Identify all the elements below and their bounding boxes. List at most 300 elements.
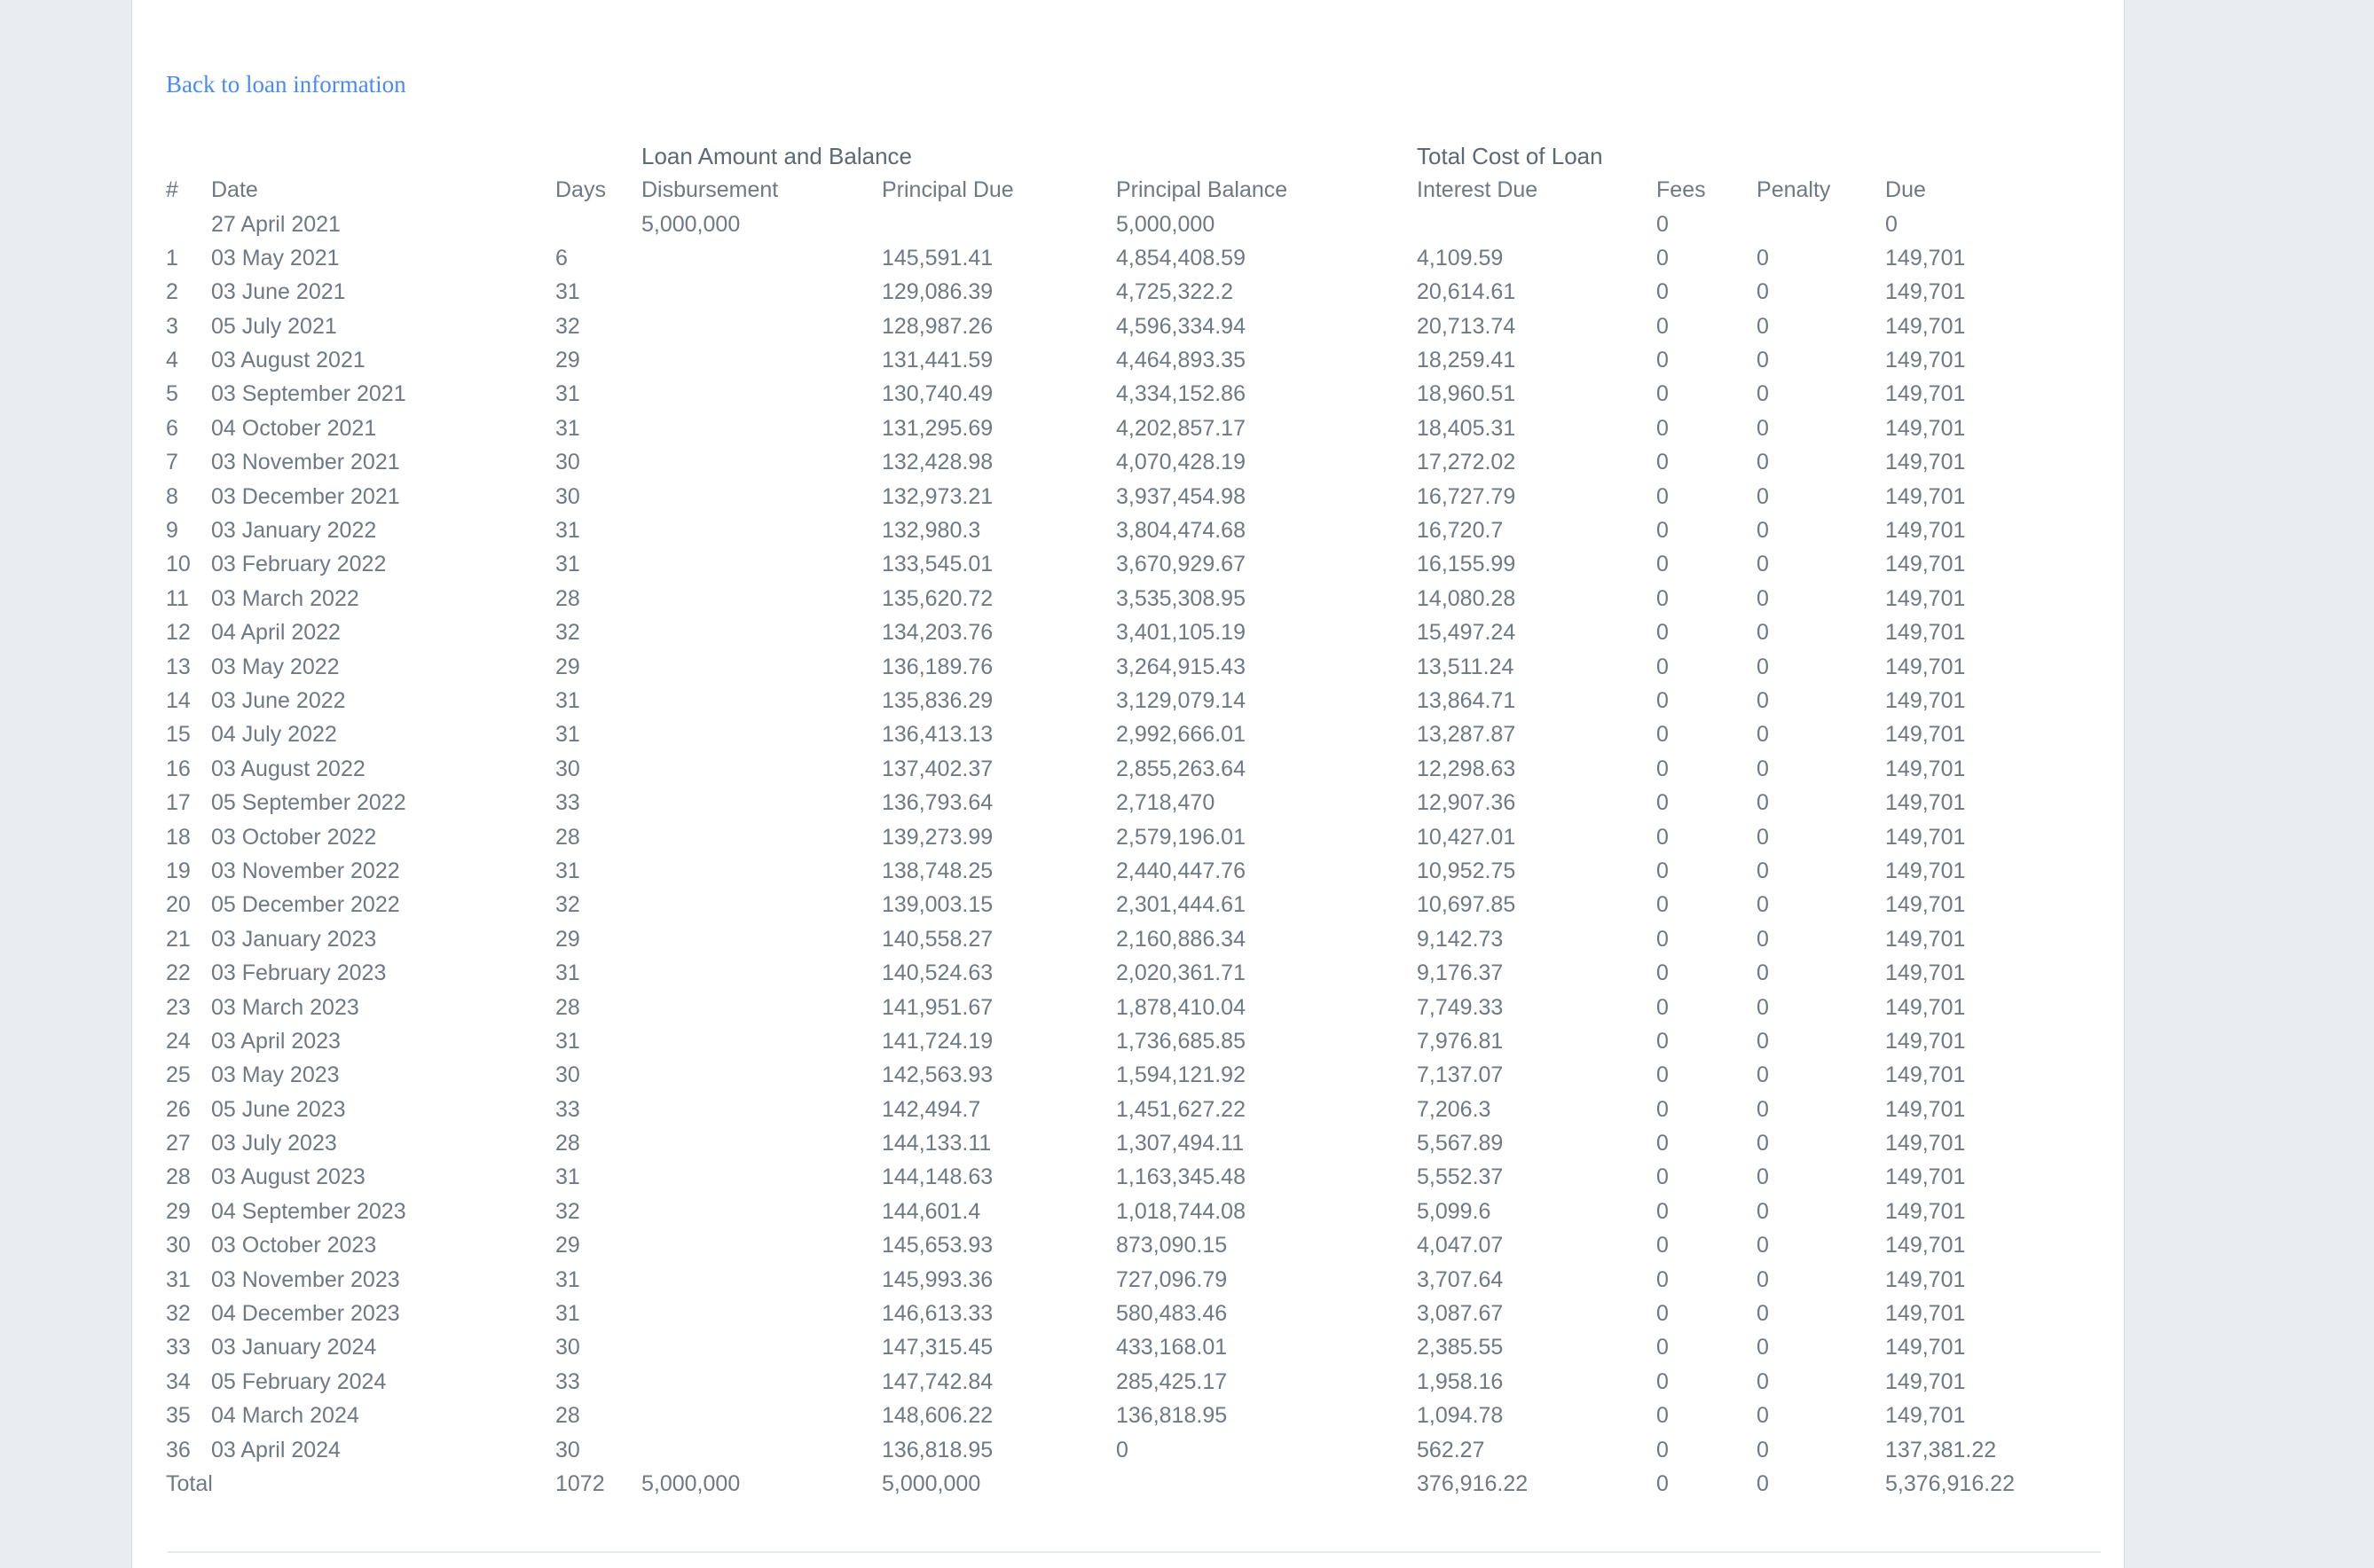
cell xyxy=(641,854,882,888)
column-header-due: Due xyxy=(1885,177,1926,203)
cell: 14 xyxy=(166,687,191,713)
cell: 4,596,334.94 xyxy=(1116,313,1246,339)
cell: 0 xyxy=(1656,450,1669,475)
cell: 149,701 xyxy=(1885,552,1966,577)
cell: 132,428.98 xyxy=(882,450,994,475)
cell: 33 xyxy=(555,1368,580,1394)
cell: 31 xyxy=(555,1164,580,1190)
cell: 28 xyxy=(555,824,580,850)
cell: 31 xyxy=(555,1301,580,1327)
schedule-row xyxy=(166,1433,2091,1467)
cell: 04 December 2023 xyxy=(211,1301,400,1327)
cell: 28 xyxy=(166,1164,191,1190)
cell: 16,155.99 xyxy=(1417,552,1516,577)
cell xyxy=(641,1365,882,1399)
cell: 28 xyxy=(555,994,580,1020)
cell: 149,701 xyxy=(1885,790,1966,816)
cell: 141,951.67 xyxy=(882,994,994,1020)
cell: 7,206.3 xyxy=(1417,1096,1491,1122)
cell: 31 xyxy=(555,518,580,544)
schedule-row xyxy=(166,548,2091,582)
cell: 29 xyxy=(166,1198,191,1224)
cell: 149,701 xyxy=(1885,1131,1966,1156)
cell: 4,109.59 xyxy=(1417,245,1504,270)
schedule-row xyxy=(166,1365,2091,1399)
schedule-row xyxy=(166,1126,2091,1160)
cell: 149,701 xyxy=(1885,756,1966,781)
cell: 149,701 xyxy=(1885,1028,1966,1054)
cell: 137,402.37 xyxy=(882,756,994,781)
cell: 0 xyxy=(1757,960,1769,986)
cell: 149,701 xyxy=(1885,450,1966,475)
cell: 2,579,196.01 xyxy=(1116,824,1246,850)
cell: 0 xyxy=(1656,790,1669,816)
cell: 135,620.72 xyxy=(882,585,994,611)
column-header-num: # xyxy=(166,177,178,203)
cell xyxy=(641,1195,882,1228)
cell xyxy=(555,208,641,241)
cell: 0 xyxy=(1656,211,1669,237)
schedule-row xyxy=(166,1297,2091,1330)
cell: 376,916.22 xyxy=(1417,1470,1529,1496)
column-header-fees: Fees xyxy=(1656,177,1706,203)
cell: 0 xyxy=(1656,279,1669,305)
cell: 03 June 2022 xyxy=(211,687,346,713)
cell: 0 xyxy=(1757,313,1769,339)
cell: 03 November 2023 xyxy=(211,1266,400,1292)
schedule-row xyxy=(166,1093,2091,1126)
cell: 17 xyxy=(166,790,191,816)
cell: 0 xyxy=(1757,245,1769,270)
cell xyxy=(641,1297,882,1330)
cell: 0 xyxy=(1757,1131,1769,1156)
cell: 1,307,494.11 xyxy=(1116,1131,1245,1156)
cell: 0 xyxy=(1757,620,1769,646)
cell: 12,298.63 xyxy=(1417,756,1516,781)
schedule-row xyxy=(166,276,2091,310)
cell: 04 October 2021 xyxy=(211,415,377,441)
cell: 1,878,410.04 xyxy=(1116,994,1246,1020)
cell: 16 xyxy=(166,756,191,781)
cell: 10,952.75 xyxy=(1417,858,1516,883)
cell: 5,000,000 xyxy=(641,211,741,237)
cell: 30 xyxy=(555,1062,580,1088)
schedule-row xyxy=(166,922,2091,956)
cell: 138,748.25 xyxy=(882,858,994,883)
schedule-row xyxy=(166,582,2091,615)
group-header-spacer xyxy=(166,139,641,173)
cell: 03 January 2023 xyxy=(211,926,377,952)
cell xyxy=(166,208,211,241)
schedule-row xyxy=(166,310,2091,343)
cell: 2,855,263.64 xyxy=(1116,756,1246,781)
cell: 4,047.07 xyxy=(1417,1233,1504,1258)
schedule-row xyxy=(166,1059,2091,1093)
amortization-table xyxy=(166,139,2091,1501)
cell: 144,148.63 xyxy=(882,1164,994,1190)
cell: 32 xyxy=(166,1301,191,1327)
cell: 0 xyxy=(1656,1403,1669,1429)
cell: 1,736,685.85 xyxy=(1116,1028,1246,1054)
cell: 1,958.16 xyxy=(1417,1368,1504,1394)
cell: 0 xyxy=(1656,1266,1669,1292)
cell: 0 xyxy=(1656,722,1669,748)
cell xyxy=(641,1263,882,1297)
cell: 5,567.89 xyxy=(1417,1131,1504,1156)
cell: 5,552.37 xyxy=(1417,1164,1504,1190)
cell: 149,701 xyxy=(1885,585,1966,611)
cell: 133,545.01 xyxy=(882,552,994,577)
cell: 20,713.74 xyxy=(1417,313,1516,339)
column-header-row xyxy=(166,173,2091,207)
cell: 0 xyxy=(1656,994,1669,1020)
cell: 5,000,000 xyxy=(882,1470,981,1496)
cell: 149,701 xyxy=(1885,381,1966,407)
cell: 04 September 2023 xyxy=(211,1198,406,1224)
cell: 31 xyxy=(555,722,580,748)
cell: 31 xyxy=(555,960,580,986)
cell: 1,018,744.08 xyxy=(1116,1198,1246,1224)
cell: 0 xyxy=(1757,824,1769,850)
cell xyxy=(641,650,882,684)
cell: 03 January 2022 xyxy=(211,518,377,544)
cell: 3,707.64 xyxy=(1417,1266,1504,1292)
schedule-row xyxy=(166,241,2091,275)
cell xyxy=(641,1093,882,1126)
cell: 145,993.36 xyxy=(882,1266,994,1292)
cell: 0 xyxy=(1757,552,1769,577)
cell: 132,980.3 xyxy=(882,518,981,544)
cell: 0 xyxy=(1757,687,1769,713)
cell xyxy=(641,1331,882,1365)
cell: 149,701 xyxy=(1885,687,1966,713)
cell: 130,740.49 xyxy=(882,381,994,407)
cell: 0 xyxy=(1656,1470,1669,1496)
cell xyxy=(641,956,882,990)
cell: 03 July 2023 xyxy=(211,1131,337,1156)
cell: 0 xyxy=(1656,926,1669,952)
cell xyxy=(641,480,882,514)
cell: 149,701 xyxy=(1885,313,1966,339)
cell: 149,701 xyxy=(1885,654,1966,679)
cell: Total xyxy=(166,1470,213,1496)
cell: 31 xyxy=(555,1266,580,1292)
cell: 580,483.46 xyxy=(1116,1301,1228,1327)
cell: 30 xyxy=(555,1335,580,1360)
cell: 10 xyxy=(166,552,191,577)
cell: 15 xyxy=(166,722,191,748)
cell: 15,497.24 xyxy=(1417,620,1516,646)
cell: 31 xyxy=(555,552,580,577)
cell: 149,701 xyxy=(1885,1096,1966,1122)
cell: 0 xyxy=(1757,1335,1769,1360)
cell: 5,376,916.22 xyxy=(1885,1470,2015,1496)
cell: 873,090.15 xyxy=(1116,1233,1228,1258)
cell: 137,381.22 xyxy=(1885,1437,1997,1462)
cell: 142,563.93 xyxy=(882,1062,994,1088)
cell: 0 xyxy=(1757,1233,1769,1258)
cell: 3 xyxy=(166,313,178,339)
cell: 30 xyxy=(555,483,580,509)
cell: 145,653.93 xyxy=(882,1233,994,1258)
cell: 562.27 xyxy=(1417,1437,1485,1462)
column-header-interest-due: Interest Due xyxy=(1417,177,1538,203)
cell: 0 xyxy=(1656,1335,1669,1360)
cell: 6 xyxy=(166,415,178,441)
cell: 04 July 2022 xyxy=(211,722,337,748)
cell: 4,854,408.59 xyxy=(1116,245,1246,270)
cell: 136,818.95 xyxy=(1116,1403,1228,1429)
schedule-row xyxy=(166,378,2091,412)
cell: 0 xyxy=(1757,790,1769,816)
cell xyxy=(641,752,882,786)
cell: 0 xyxy=(1757,1028,1769,1054)
cell: 0 xyxy=(1757,1198,1769,1224)
cell: 03 October 2022 xyxy=(211,824,377,850)
cell: 149,701 xyxy=(1885,1266,1966,1292)
cell: 0 xyxy=(1656,483,1669,509)
cell xyxy=(1116,1467,1417,1501)
cell: 0 xyxy=(1757,1096,1769,1122)
cell: 30 xyxy=(555,1437,580,1462)
cell: 0 xyxy=(1656,585,1669,611)
cell: 139,273.99 xyxy=(882,824,994,850)
column-header-principal-balance: Principal Balance xyxy=(1116,177,1288,203)
cell: 149,701 xyxy=(1885,348,1966,373)
cell: 149,701 xyxy=(1885,722,1966,748)
cell: 0 xyxy=(1656,1062,1669,1088)
cell: 18,960.51 xyxy=(1417,381,1516,407)
cell: 0 xyxy=(1757,1266,1769,1292)
schedule-row xyxy=(166,650,2091,684)
cell: 149,701 xyxy=(1885,858,1966,883)
cell: 20,614.61 xyxy=(1417,279,1516,305)
cell: 16,727.79 xyxy=(1417,483,1516,509)
cell: 13,287.87 xyxy=(1417,722,1516,748)
cell: 136,793.64 xyxy=(882,790,994,816)
cell: 12 xyxy=(166,620,191,646)
cell: 03 August 2023 xyxy=(211,1164,366,1190)
cell: 10,697.85 xyxy=(1417,892,1516,918)
cell xyxy=(641,1229,882,1263)
cell: 29 xyxy=(555,654,580,679)
schedule-row xyxy=(166,1195,2091,1228)
cell: 7,749.33 xyxy=(1417,994,1504,1020)
cell: 6 xyxy=(555,245,568,270)
cell: 19 xyxy=(166,858,191,883)
cell xyxy=(1757,208,1885,241)
cell: 149,701 xyxy=(1885,892,1966,918)
schedule-row xyxy=(166,684,2091,717)
cell: 03 November 2021 xyxy=(211,450,400,475)
cell: 136,818.95 xyxy=(882,1437,994,1462)
cell: 27 xyxy=(166,1131,191,1156)
cell: 0 xyxy=(1656,1437,1669,1462)
cell xyxy=(641,1059,882,1093)
cell: 03 October 2023 xyxy=(211,1233,377,1258)
cell: 2 xyxy=(166,279,178,305)
cell: 2,020,361.71 xyxy=(1116,960,1246,986)
cell: 33 xyxy=(166,1335,191,1360)
schedule-row xyxy=(166,718,2091,752)
cell: 20 xyxy=(166,892,191,918)
cell: 33 xyxy=(555,790,580,816)
cell: 03 April 2024 xyxy=(211,1437,341,1462)
cell: 9,176.37 xyxy=(1417,960,1504,986)
cell: 29 xyxy=(555,1233,580,1258)
content-card xyxy=(131,0,2125,1568)
bottom-divider xyxy=(168,1551,2101,1553)
cell: 26 xyxy=(166,1096,191,1122)
cell: 30 xyxy=(166,1233,191,1258)
cell: 132,973.21 xyxy=(882,483,994,509)
cell: 18,259.41 xyxy=(1417,348,1516,373)
cell: 149,701 xyxy=(1885,1062,1966,1088)
cell: 149,701 xyxy=(1885,1403,1966,1429)
cell: 03 August 2022 xyxy=(211,756,366,781)
cell: 149,701 xyxy=(1885,994,1966,1020)
cell: 2,301,444.61 xyxy=(1116,892,1246,918)
cell: 32 xyxy=(555,1198,580,1224)
cell: 31 xyxy=(555,381,580,407)
column-header-principal-due: Principal Due xyxy=(882,177,1014,203)
cell: 03 November 2022 xyxy=(211,858,400,883)
cell: 0 xyxy=(1757,518,1769,544)
cell: 149,701 xyxy=(1885,1335,1966,1360)
cell xyxy=(641,1024,882,1058)
cell: 0 xyxy=(1656,892,1669,918)
schedule-row xyxy=(166,991,2091,1024)
cell: 129,086.39 xyxy=(882,279,994,305)
cell xyxy=(641,718,882,752)
cell: 0 xyxy=(1757,348,1769,373)
cell: 5,000,000 xyxy=(641,1470,741,1496)
cell: 28 xyxy=(555,1403,580,1429)
cell: 0 xyxy=(1757,585,1769,611)
schedule-row xyxy=(166,1229,2091,1263)
cell: 32 xyxy=(555,313,580,339)
cell: 285,425.17 xyxy=(1116,1368,1228,1394)
cell: 0 xyxy=(1757,1164,1769,1190)
cell: 0 xyxy=(1656,245,1669,270)
cell: 4,202,857.17 xyxy=(1116,415,1246,441)
cell xyxy=(641,241,882,275)
cell: 34 xyxy=(166,1368,191,1394)
cell: 31 xyxy=(555,687,580,713)
cell: 03 May 2021 xyxy=(211,245,340,270)
cell: 0 xyxy=(1757,756,1769,781)
cell: 4,464,893.35 xyxy=(1116,348,1246,373)
cell: 30 xyxy=(555,450,580,475)
back-link[interactable]: Back to loan information xyxy=(166,71,406,98)
cell: 0 xyxy=(1757,483,1769,509)
cell: 31 xyxy=(166,1266,191,1292)
cell xyxy=(641,310,882,343)
cell: 0 xyxy=(1885,211,1898,237)
cell: 03 June 2021 xyxy=(211,279,346,305)
schedule-row xyxy=(166,786,2091,819)
schedule-row xyxy=(166,1263,2091,1297)
cell: 0 xyxy=(1757,1062,1769,1088)
schedule-row xyxy=(166,1331,2091,1365)
cell: 0 xyxy=(1656,620,1669,646)
cell: 3,087.67 xyxy=(1417,1301,1504,1327)
schedule-row xyxy=(166,1161,2091,1195)
cell: 142,494.7 xyxy=(882,1096,981,1122)
group-header-loan-amount: Loan Amount and Balance xyxy=(641,142,913,169)
schedule-row xyxy=(166,446,2091,480)
cell: 140,524.63 xyxy=(882,960,994,986)
cell: 1072 xyxy=(555,1470,605,1496)
cell: 23 xyxy=(166,994,191,1020)
cell: 0 xyxy=(1757,279,1769,305)
cell: 134,203.76 xyxy=(882,620,994,646)
cell: 5,000,000 xyxy=(1116,211,1215,237)
group-header-row xyxy=(166,139,2091,173)
cell: 0 xyxy=(1656,756,1669,781)
cell: 0 xyxy=(1656,415,1669,441)
cell: 1 xyxy=(166,245,178,270)
cell: 13,864.71 xyxy=(1417,687,1516,713)
cell xyxy=(641,922,882,956)
cell: 3,670,929.67 xyxy=(1116,552,1246,577)
column-header-date: Date xyxy=(211,177,258,203)
cell: 2,718,470 xyxy=(1116,790,1215,816)
cell: 144,133.11 xyxy=(882,1131,992,1156)
cell: 0 xyxy=(1656,313,1669,339)
cell: 24 xyxy=(166,1028,191,1054)
cell xyxy=(641,820,882,854)
cell: 135,836.29 xyxy=(882,687,994,713)
cell: 0 xyxy=(1656,1233,1669,1258)
cell: 0 xyxy=(1757,654,1769,679)
cell: 0 xyxy=(1656,858,1669,883)
cell: 131,441.59 xyxy=(882,348,994,373)
column-header-disbursement: Disbursement xyxy=(641,177,779,203)
cell: 28 xyxy=(555,1131,580,1156)
cell: 03 April 2023 xyxy=(211,1028,341,1054)
cell: 03 September 2021 xyxy=(211,381,406,407)
cell: 03 August 2021 xyxy=(211,348,366,373)
cell: 0 xyxy=(1656,1301,1669,1327)
cell: 145,591.41 xyxy=(882,245,994,270)
cell: 0 xyxy=(1757,1470,1769,1496)
cell: 149,701 xyxy=(1885,415,1966,441)
cell: 5 xyxy=(166,381,178,407)
cell: 32 xyxy=(555,892,580,918)
cell: 14,080.28 xyxy=(1417,585,1516,611)
cell: 3,401,105.19 xyxy=(1116,620,1246,646)
cell: 3,535,308.95 xyxy=(1116,585,1246,611)
cell: 03 March 2023 xyxy=(211,994,359,1020)
cell: 0 xyxy=(1757,381,1769,407)
cell xyxy=(882,208,1116,241)
cell: 31 xyxy=(555,415,580,441)
cell: 1,451,627.22 xyxy=(1116,1096,1246,1122)
cell: 0 xyxy=(1656,1164,1669,1190)
cell: 05 February 2024 xyxy=(211,1368,387,1394)
cell: 147,742.84 xyxy=(882,1368,994,1394)
schedule-row xyxy=(166,1024,2091,1058)
cell xyxy=(641,684,882,717)
cell: 16,720.7 xyxy=(1417,518,1504,544)
cell: 29 xyxy=(555,348,580,373)
cell: 7 xyxy=(166,450,178,475)
cell: 4,725,322.2 xyxy=(1116,279,1234,305)
table-body xyxy=(166,208,2091,1501)
cell: 149,701 xyxy=(1885,620,1966,646)
cell: 0 xyxy=(1757,722,1769,748)
